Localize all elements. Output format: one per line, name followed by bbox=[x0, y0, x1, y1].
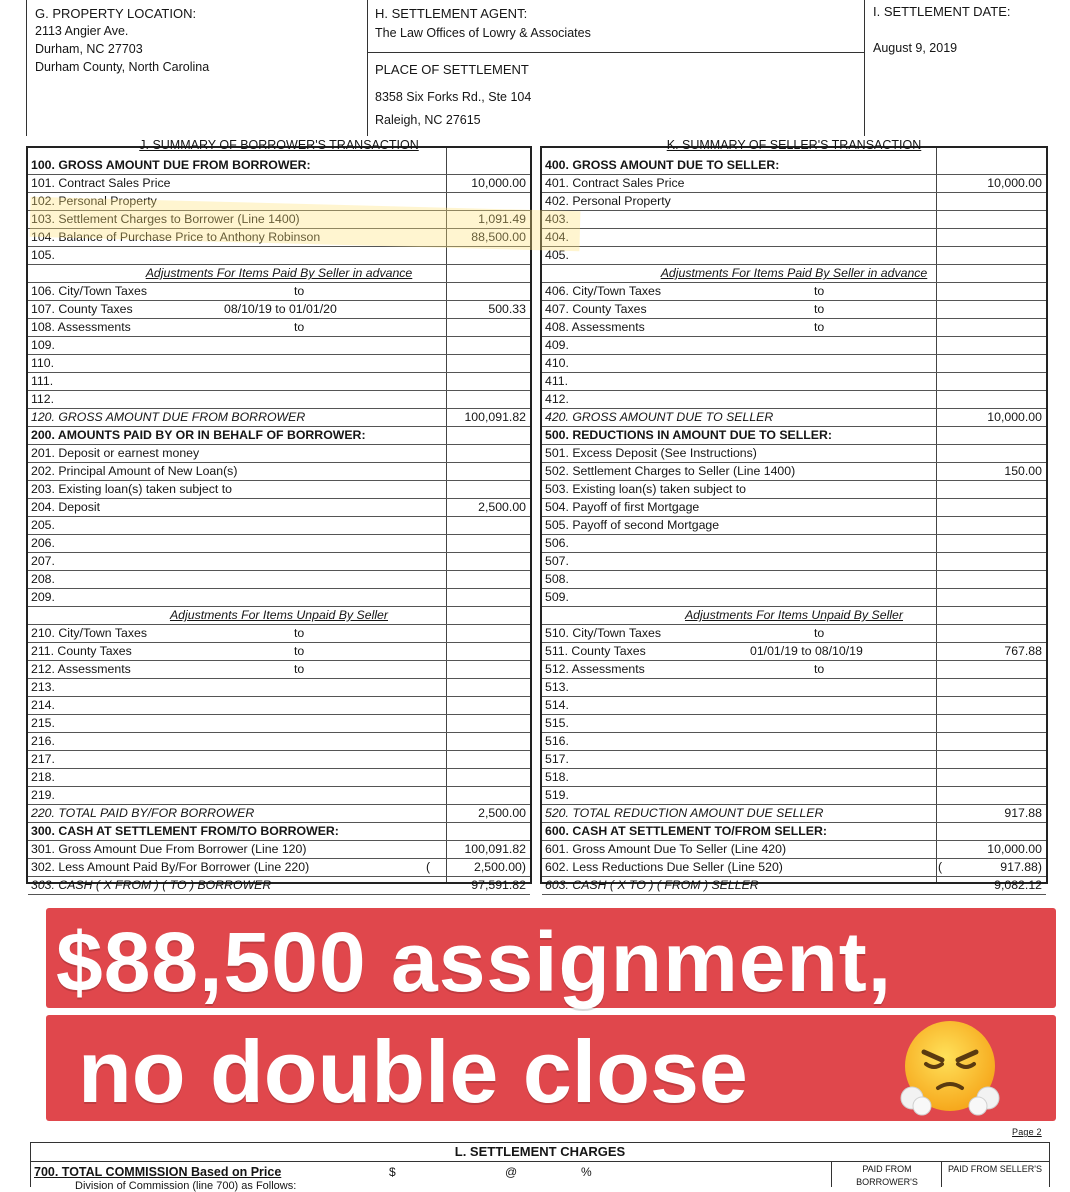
seller-row-date-range: ( bbox=[938, 860, 943, 874]
borrower-row bbox=[28, 553, 530, 571]
seller-row-label: 600. CASH AT SETTLEMENT TO/FROM SELLER: bbox=[545, 824, 827, 838]
borrower-row bbox=[28, 751, 530, 769]
borrower-row-label: 109. bbox=[31, 338, 55, 352]
seller-row-date-range: to bbox=[814, 626, 825, 640]
borrower-row bbox=[28, 805, 530, 823]
commission-dollar: $ bbox=[389, 1165, 396, 1179]
seller-row bbox=[542, 427, 1046, 445]
seller-row-label: 409. bbox=[545, 338, 569, 352]
borrower-summary-table bbox=[26, 138, 532, 892]
borrower-row-label: 200. AMOUNTS PAID BY OR IN BEHALF OF BORROWER: bbox=[31, 428, 366, 442]
seller-row-date-range: to bbox=[814, 302, 825, 316]
page-number: Page 2 bbox=[1012, 1127, 1042, 1137]
borrower-row bbox=[28, 625, 530, 643]
seller-row-label: 509. bbox=[545, 590, 569, 604]
seller-row bbox=[542, 337, 1046, 355]
borrower-row-label: 212. Assessments bbox=[31, 662, 131, 676]
seller-row-label: 516. bbox=[545, 734, 569, 748]
borrower-row-label: 102. Personal Property bbox=[31, 194, 157, 208]
seller-row bbox=[542, 409, 1046, 427]
borrower-row bbox=[28, 409, 530, 427]
borrower-row-label: 219. bbox=[31, 788, 55, 802]
seller-row bbox=[542, 715, 1046, 733]
seller-row-label: Adjustments For Items Paid By Seller in advance bbox=[660, 266, 928, 280]
seller-row-label: 411. bbox=[545, 374, 569, 388]
borrower-row bbox=[28, 175, 530, 193]
borrower-row-label: Adjustments For Items Unpaid By Seller bbox=[169, 608, 388, 622]
borrower-row-label: 107. County Taxes bbox=[31, 302, 133, 316]
borrower-row bbox=[28, 517, 530, 535]
seller-row bbox=[542, 877, 1046, 895]
seller-row-label: 401. Contract Sales Price bbox=[545, 176, 685, 190]
borrower-row bbox=[28, 787, 530, 805]
assignment-banner-text: $88,500 assignment, bbox=[56, 915, 893, 1009]
seller-row bbox=[542, 571, 1046, 589]
seller-row-amount: 917.88 bbox=[1004, 806, 1042, 820]
seller-row-label: 510. City/Town Taxes bbox=[545, 626, 661, 640]
borrower-row-label: 218. bbox=[31, 770, 55, 784]
borrower-row-label: 205. bbox=[31, 518, 55, 532]
seller-row-date-range: to bbox=[814, 662, 825, 676]
borrower-row-label: 105. bbox=[31, 248, 55, 262]
borrower-row-label: 112. bbox=[31, 392, 55, 406]
property-location-label: G. PROPERTY LOCATION: bbox=[35, 6, 197, 21]
borrower-row bbox=[28, 661, 530, 679]
borrower-row-label: 101. Contract Sales Price bbox=[31, 176, 171, 190]
seller-row bbox=[542, 553, 1046, 571]
seller-row bbox=[542, 787, 1046, 805]
seller-row-label: 420. GROSS AMOUNT DUE TO SELLER bbox=[545, 410, 774, 424]
seller-row-date-range: 01/01/19 to 08/10/19 bbox=[750, 644, 863, 658]
settlement-date-label: I. SETTLEMENT DATE: bbox=[873, 4, 1011, 19]
borrower-row-label: 110. bbox=[31, 356, 55, 370]
settlement-charges-title: L. SETTLEMENT CHARGES bbox=[454, 1144, 626, 1159]
borrower-row-date-range: to bbox=[294, 644, 305, 658]
seller-row-label: 511. County Taxes bbox=[545, 644, 646, 658]
borrower-row-label: 210. City/Town Taxes bbox=[31, 626, 147, 640]
borrower-row bbox=[28, 679, 530, 697]
seller-summary-title: K. SUMMARY OF SELLER'S TRANSACTION bbox=[666, 138, 922, 152]
seller-row bbox=[542, 607, 1046, 625]
seller-row-label: 517. bbox=[545, 752, 569, 766]
seller-row bbox=[542, 247, 1046, 265]
property-location-block bbox=[26, 0, 368, 136]
seller-row bbox=[542, 193, 1046, 211]
seller-row bbox=[542, 391, 1046, 409]
seller-row bbox=[542, 463, 1046, 481]
borrower-row bbox=[28, 463, 530, 481]
seller-row bbox=[542, 301, 1046, 319]
settlement-agent-block bbox=[367, 0, 865, 136]
borrower-row bbox=[28, 445, 530, 463]
borrower-row bbox=[28, 841, 530, 859]
seller-row bbox=[542, 679, 1046, 697]
seller-row bbox=[542, 697, 1046, 715]
borrower-row-label: 103. Settlement Charges to Borrower (Line 1400) bbox=[31, 212, 300, 226]
borrower-row bbox=[28, 157, 530, 175]
seller-row-label: 515. bbox=[545, 716, 569, 730]
borrower-row bbox=[28, 733, 530, 751]
borrower-row-label: 301. Gross Amount Due From Borrower (Line 120) bbox=[31, 842, 307, 856]
seller-row bbox=[542, 589, 1046, 607]
borrower-row-label: 111. bbox=[31, 374, 54, 388]
assignment-banner bbox=[46, 908, 1056, 1008]
borrower-row-label: 104. Balance of Purchase Price to Anthony Robinson bbox=[31, 230, 321, 244]
seller-row-label: 503. Existing loan(s) taken subject to bbox=[545, 482, 746, 496]
borrower-row-label: 204. Deposit bbox=[31, 500, 101, 514]
borrower-row-label: 106. City/Town Taxes bbox=[31, 284, 147, 298]
seller-row-amount: 10,000.00 bbox=[987, 842, 1042, 856]
seller-row bbox=[542, 805, 1046, 823]
borrower-row-label: 211. County Taxes bbox=[31, 644, 132, 658]
borrower-row-label: 213. bbox=[31, 680, 55, 694]
seller-row-label: 406. City/Town Taxes bbox=[545, 284, 661, 298]
seller-row-label: 412. bbox=[545, 392, 569, 406]
double-close-banner-text: no double close bbox=[78, 1022, 748, 1121]
borrower-row bbox=[28, 697, 530, 715]
property-address-line: Durham, NC 27703 bbox=[35, 42, 143, 56]
seller-row-label: 513. bbox=[545, 680, 569, 694]
seller-row-label: 504. Payoff of first Mortgage bbox=[545, 500, 700, 514]
place-of-settlement-label: PLACE OF SETTLEMENT bbox=[375, 62, 529, 77]
borrower-row bbox=[28, 607, 530, 625]
borrower-row-date-range: to bbox=[294, 284, 305, 298]
borrower-row-date-range: 08/10/19 to 01/01/20 bbox=[224, 302, 337, 316]
borrower-row bbox=[28, 481, 530, 499]
borrower-row bbox=[28, 877, 530, 895]
borrower-row-amount: 2,500.00) bbox=[474, 860, 526, 874]
seller-row-label: 514. bbox=[545, 698, 569, 712]
seller-row bbox=[542, 841, 1046, 859]
seller-row-amount: 10,000.00 bbox=[987, 410, 1042, 424]
seller-row-label: 408. Assessments bbox=[545, 320, 645, 334]
borrower-row-label: 202. Principal Amount of New Loan(s) bbox=[31, 464, 238, 478]
borrower-row bbox=[28, 373, 530, 391]
seller-row-label: 400. GROSS AMOUNT DUE TO SELLER: bbox=[545, 158, 780, 172]
seller-row-label: 402. Personal Property bbox=[545, 194, 671, 208]
borrower-row bbox=[28, 319, 530, 337]
seller-row-label: 518. bbox=[545, 770, 569, 784]
seller-row bbox=[542, 625, 1046, 643]
commission-label: 700. TOTAL COMMISSION Based on Price bbox=[34, 1165, 282, 1179]
borrower-row bbox=[28, 391, 530, 409]
place-of-settlement-line: Raleigh, NC 27615 bbox=[375, 113, 481, 127]
settlement-date-block bbox=[865, 0, 1045, 136]
borrower-row-label: 220. TOTAL PAID BY/FOR BORROWER bbox=[31, 806, 255, 820]
seller-row-date-range: to bbox=[814, 320, 825, 334]
settlement-agent-label: H. SETTLEMENT AGENT: bbox=[375, 6, 528, 21]
seller-row bbox=[542, 499, 1046, 517]
seller-row bbox=[542, 211, 1046, 229]
borrower-row-label: 203. Existing loan(s) taken subject to bbox=[31, 482, 232, 496]
paid-from-borrower-header: PAID FROM BORROWER'S bbox=[856, 1164, 918, 1187]
borrower-row bbox=[28, 301, 530, 319]
borrower-row bbox=[28, 823, 530, 841]
borrower-row bbox=[28, 643, 530, 661]
borrower-row-date-range: to bbox=[294, 662, 305, 676]
seller-row-label: 404. bbox=[545, 230, 569, 244]
seller-row bbox=[542, 157, 1046, 175]
seller-row bbox=[542, 445, 1046, 463]
angry-steam-face-icon bbox=[898, 1018, 1002, 1118]
paid-from-seller-header: PAID FROM SELLER'S bbox=[947, 1164, 1043, 1174]
seller-row-label: 512. Assessments bbox=[545, 662, 645, 676]
borrower-row-amount: 88,500.00 bbox=[471, 230, 526, 244]
seller-row bbox=[542, 823, 1046, 841]
seller-row bbox=[542, 481, 1046, 499]
property-address-line: Durham County, North Carolina bbox=[35, 60, 210, 74]
seller-row-amount: 10,000.00 bbox=[987, 176, 1042, 190]
seller-row-date-range: to bbox=[814, 284, 825, 298]
seller-row-label: 507. bbox=[545, 554, 569, 568]
seller-row bbox=[542, 535, 1046, 553]
borrower-row-amount: 1,091.49 bbox=[478, 212, 526, 226]
seller-row bbox=[542, 319, 1046, 337]
seller-row-label: 410. bbox=[545, 356, 569, 370]
seller-row bbox=[542, 733, 1046, 751]
seller-row-label: 502. Settlement Charges to Seller (Line 1400) bbox=[545, 464, 796, 478]
borrower-row-label: 300. CASH AT SETTLEMENT FROM/TO BORROWER: bbox=[31, 824, 339, 838]
borrower-row-date-range: ( bbox=[426, 860, 431, 874]
seller-row-label: 407. County Taxes bbox=[545, 302, 647, 316]
commission-percent: % bbox=[581, 1165, 592, 1179]
borrower-row bbox=[28, 535, 530, 553]
borrower-row-label: Adjustments For Items Paid By Seller in advance bbox=[145, 266, 413, 280]
borrower-row bbox=[28, 355, 530, 373]
seller-row-amount: 767.88 bbox=[1004, 644, 1042, 658]
seller-row bbox=[542, 229, 1046, 247]
borrower-row bbox=[28, 571, 530, 589]
borrower-row-amount: 10,000.00 bbox=[471, 176, 526, 190]
borrower-row-label: 302. Less Amount Paid By/For Borrower (Line 220) bbox=[31, 860, 310, 874]
division-text: Division of Commission (line 700) as Follows: bbox=[75, 1180, 297, 1192]
seller-row-label: 520. TOTAL REDUCTION AMOUNT DUE SELLER bbox=[545, 806, 824, 820]
borrower-row-label: 217. bbox=[31, 752, 55, 766]
borrower-row-amount: 97,591.82 bbox=[471, 878, 526, 892]
borrower-row-label: 201. Deposit or earnest money bbox=[31, 446, 200, 460]
seller-row-label: 403. bbox=[545, 212, 569, 226]
seller-row bbox=[542, 769, 1046, 787]
seller-row-label: 508. bbox=[545, 572, 569, 586]
seller-row bbox=[542, 859, 1046, 877]
seller-row-label: 602. Less Reductions Due Seller (Line 520) bbox=[545, 860, 783, 874]
borrower-row bbox=[28, 769, 530, 787]
borrower-row bbox=[28, 283, 530, 301]
seller-row-label: 519. bbox=[545, 788, 569, 802]
commission-at: @ bbox=[505, 1165, 518, 1179]
property-address-line: 2113 Angier Ave. bbox=[35, 24, 129, 38]
borrower-row-date-range: to bbox=[294, 626, 305, 640]
seller-row bbox=[542, 373, 1046, 391]
seller-row-amount: 150.00 bbox=[1004, 464, 1042, 478]
seller-summary-table bbox=[540, 138, 1048, 892]
seller-row-amount: 917.88) bbox=[1000, 860, 1042, 874]
settlement-charges-section bbox=[30, 1142, 1050, 1192]
borrower-row-label: 209. bbox=[31, 590, 55, 604]
seller-row bbox=[542, 175, 1046, 193]
place-of-settlement-line: 8358 Six Forks Rd., Ste 104 bbox=[375, 90, 532, 104]
borrower-row-label: 303. CASH ( X FROM ) ( TO ) BORROWER bbox=[31, 878, 272, 892]
borrower-row-amount: 500.33 bbox=[488, 302, 526, 316]
seller-row bbox=[542, 661, 1046, 679]
seller-row bbox=[542, 355, 1046, 373]
borrower-row bbox=[28, 265, 530, 283]
borrower-row-label: 120. GROSS AMOUNT DUE FROM BORROWER bbox=[31, 410, 306, 424]
seller-row-amount: 9,082.12 bbox=[994, 878, 1042, 892]
borrower-row-label: 206. bbox=[31, 536, 55, 550]
borrower-row-label: 215. bbox=[31, 716, 55, 730]
borrower-row-label: 216. bbox=[31, 734, 55, 748]
borrower-row bbox=[28, 247, 530, 265]
seller-row-label: 603. CASH ( X TO ) ( FROM ) SELLER bbox=[545, 878, 759, 892]
seller-row bbox=[542, 643, 1046, 661]
borrower-row bbox=[28, 499, 530, 517]
seller-row-label: 405. bbox=[545, 248, 569, 262]
borrower-row bbox=[28, 715, 530, 733]
borrower-row bbox=[28, 589, 530, 607]
borrower-row-label: 108. Assessments bbox=[31, 320, 131, 334]
borrower-row-date-range: to bbox=[294, 320, 305, 334]
borrower-row-label: 100. GROSS AMOUNT DUE FROM BORROWER: bbox=[31, 158, 311, 172]
seller-row bbox=[542, 265, 1046, 283]
borrower-row-amount: 2,500.00 bbox=[478, 806, 526, 820]
borrower-row-label: 207. bbox=[31, 554, 55, 568]
borrower-row-amount: 100,091.82 bbox=[464, 410, 526, 424]
borrower-summary-title: J. SUMMARY OF BORROWER'S TRANSACTION bbox=[139, 138, 419, 152]
seller-row bbox=[542, 751, 1046, 769]
borrower-row-label: 208. bbox=[31, 572, 55, 586]
seller-row bbox=[542, 517, 1046, 535]
seller-row-label: 500. REDUCTIONS IN AMOUNT DUE TO SELLER: bbox=[545, 428, 832, 442]
seller-row bbox=[542, 283, 1046, 301]
borrower-row bbox=[28, 859, 530, 877]
borrower-row bbox=[28, 337, 530, 355]
borrower-row-label: 214. bbox=[31, 698, 55, 712]
seller-row-label: 601. Gross Amount Due To Seller (Line 420) bbox=[545, 842, 787, 856]
seller-row-label: 505. Payoff of second Mortgage bbox=[545, 518, 720, 532]
seller-row-label: 501. Excess Deposit (See Instructions) bbox=[545, 446, 757, 460]
borrower-row-amount: 100,091.82 bbox=[464, 842, 526, 856]
borrower-row bbox=[28, 427, 530, 445]
borrower-row-amount: 2,500.00 bbox=[478, 500, 526, 514]
seller-row-label: 506. bbox=[545, 536, 569, 550]
settlement-agent-name: The Law Offices of Lowry & Associates bbox=[375, 26, 591, 40]
settlement-date-value: August 9, 2019 bbox=[873, 41, 958, 55]
seller-row-label: Adjustments For Items Unpaid By Seller bbox=[684, 608, 903, 622]
